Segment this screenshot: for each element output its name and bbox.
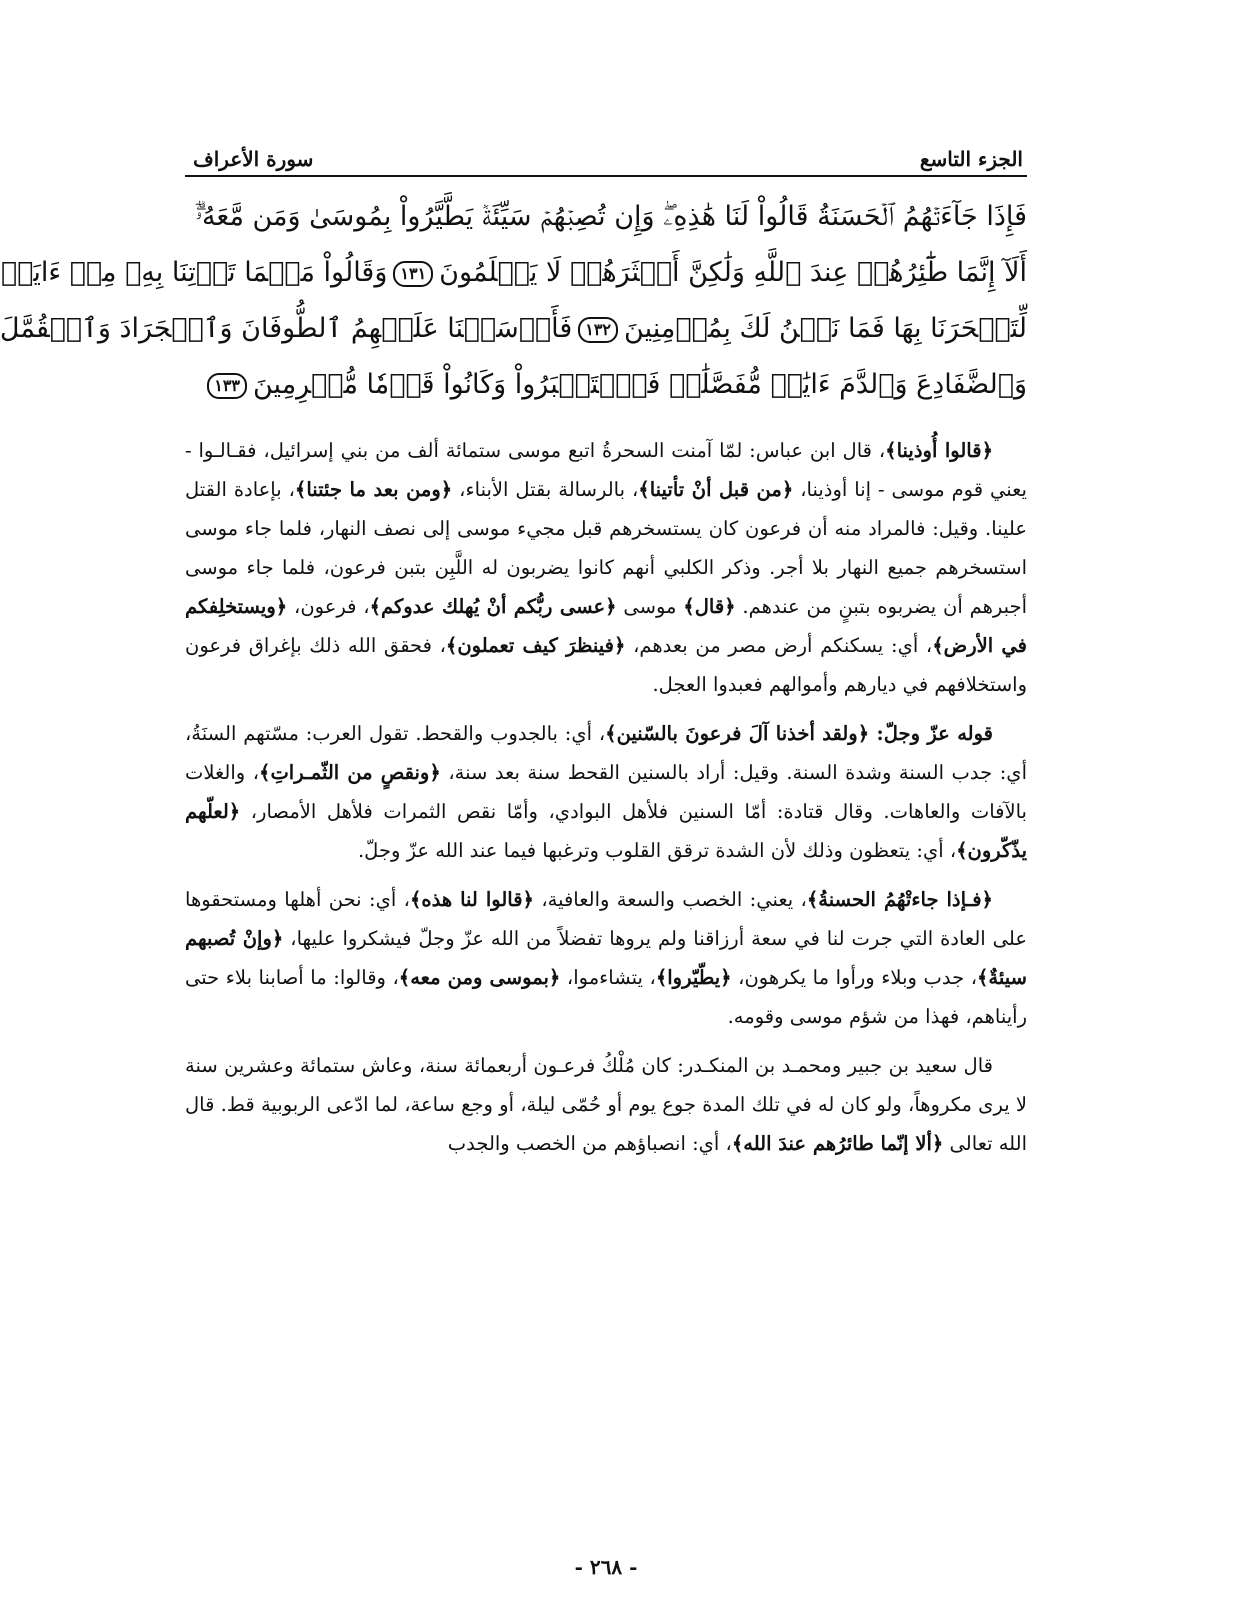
tafsir-commentary [185,431,1027,1163]
ayah-number-marker: ١٣٢ [578,317,618,343]
tafsir-paragraph-4: قال سعيد بن جبير ومحمـد بن المنكـدر: كان مُلْكُ فرعـون أربعمائة سنة، وعاش ستمائة وعشرين سنة لا يرى مكروهاً، ولو كان له في تلك المدة جوع يوم أو حُمّى ليلة، أو وجع ساعة، لما ادّعى الربوبية قط. قال الله تعالى ﴿ألا إنّما طائرُهم عندَ الله﴾، أي: انصباؤهم من الخصب والجدب [185,1054,1027,1155]
page-number: - ٢٦٨ - [574,1555,638,1579]
quran-line-4: وَٱلضَّفَادِعَ وَٱلدَّمَ ءَايَٰتٖ مُّفَصَّلَٰتٖ فَٱسۡتَكۡبَرُواْ وَكَانُواْ قَوۡمٗا مُّجۡرِمِينَ١٣٣ [185,357,1027,413]
tafsir-paragraph-1: ﴿قالوا أُوذينا﴾، قال ابن عباس: لمّا آمنت السحرةُ اتبع موسى ستمائة ألف من بني إسرائيل، فقـالـوا - يعني قوم موسى - إنا أوذينا، ﴿من قبل أنْ تأتينا﴾، بالرسالة بقتل الأبناء، ﴿ومن بعد ما جئتنا﴾، بإعادة القتل علينا. وقيل: فالمراد منه أن فرعون كان يستسخرهم قبل مجيء موسى إلى نصف النهار، فلما جاء موسى استسخرهم جميع النهار بلا أجر. وذكر الكلبي أنهم كانوا يضربون له اللَّبِن بتبن فرعون، فلما جاء موسى أجبرهم أن يضربوه بتبنٍ من عندهم. ﴿قال﴾ موسى ﴿عسى ربُّكم أنْ يُهلك عدوكم﴾، فرعون، ﴿ويستخلِفكم في الأرض﴾، أي: يسكنكم أرض مصر من بعدهم، ﴿فينظرَ كيف تعملون﴾، فحقق الله ذلك بإغراق فرعون واستخلافهم في ديارهم وأموالهم فعبدوا العجل. [185,439,1027,696]
quran-line-2: أَلَآ إِنَّمَا طَٰٓئِرُهُمۡ عِندَ ٱللَّهِ وَلَٰكِنَّ أَكۡثَرَهُمۡ لَا يَعۡلَمُونَ١٣١وَقَالُواْ مَهۡمَا تَأۡتِنَا بِهِۦ مِنۡ ءَايَةٖ [0,257,1027,288]
book-page [0,135,1027,1579]
ayah-number-marker: ١٣٣ [207,373,247,399]
quran-text-block [0,189,1027,413]
running-header [185,135,1027,177]
tafsir-paragraph-3: ﴿فـإذا جاءتْهُمُ الحسنةُ﴾، يعني: الخصب والسعة والعافية، ﴿قالوا لنا هذه﴾، أي: نحن أهلها ومستحقوها على العادة التي جرت لنا في سعة أرزاقنا ولم يروها تفضلاً من الله عزّ وجلّ فيشكروا عليها، ﴿وإنْ تُصبهم سيئةٌ﴾، جدب وبلاء ورأوا ما يكرهون، ﴿يطّيّروا﴾، يتشاءموا، ﴿بموسى ومن معه﴾، وقالوا: ما أصابنا بلاء حتى رأيناهم، فهذا من شؤم موسى وقومه. [185,888,1027,1028]
tafsir-paragraph-2: قوله عزّ وجلّ: ﴿ولقد أخذنا آلَ فرعونَ بالسّنين﴾، أي: بالجدوب والقحط. تقول العرب: مسّتهم السنَةُ، أي: جدب السنة وشدة السنة. وقيل: أراد بالسنين القحط سنة بعد سنة، ﴿ونقصٍ من الثّمـراتِ﴾، والغلات بالآفات والعاهات. وقال قتادة: أمّا السنين فلأهل البوادي، وأمّا نقص الثمرات فلأهل الأمصار، ﴿لعلّهم يذّكّرون﴾، أي: يتعظون وذلك لأن الشدة ترقق القلوب وترغبها فيما عند الله عزّ وجلّ. [185,722,1027,862]
surah-title: سورة الأعراف [193,147,314,171]
part-title: الجزء التاسع [919,147,1023,171]
quran-line-3: لِّتَسۡحَرَنَا بِهَا فَمَا نَحۡنُ لَكَ بِمُؤۡمِنِينَ١٣٢فَأَرۡسَلۡنَا عَلَيۡهِمُ ٱلطُّوفَانَ وَٱلۡجَرَادَ وَٱلۡقُمَّلَ [0,313,1027,344]
ayah-number-marker: ١٣١ [393,261,433,287]
quran-line-1: فَإِذَا جَآءَتۡهُمُ ٱلۡحَسَنَةُ قَالُواْ لَنَا هَٰذِهِۦۖ وَإِن تُصِبۡهُمۡ سَيِّئَةٞ يَطَّيَّرُواْ بِمُوسَىٰ وَمَن مَّعَهُۥٓۗ [195,201,1027,232]
